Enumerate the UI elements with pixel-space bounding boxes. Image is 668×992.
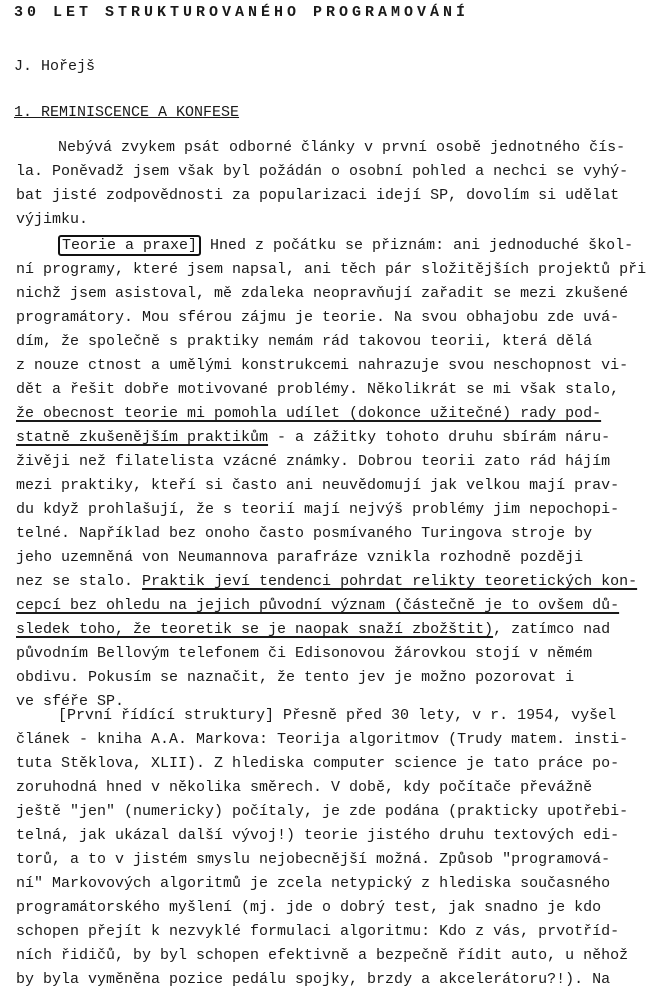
text-line: zoruhodná hned v několika směrech. V době, kdy počítače převážně: [16, 779, 593, 796]
underlined-passage: Praktik jeví tendenci pohrdat relikty teoretických kon-: [142, 573, 638, 590]
underlined-passage: statně zkušenějším praktikům: [16, 429, 269, 446]
text-line: dět a řešit dobře motivované problémy. Několikrát se mi však stalo,: [16, 381, 620, 398]
text-line: [16, 618, 664, 642]
text-line: výjimku.: [16, 211, 89, 228]
text-line: ních řidičů, by byl schopen efektivně a bezpečně řídit auto, u něhož: [16, 947, 629, 964]
text-line: [16, 594, 664, 618]
text-line: telná, jak ukázal další vývoj!) teorie jistého druhu textových edi-: [16, 827, 620, 844]
text-line: mezi praktiky, kteří si často ani neuvědomují jak velkou mají prav-: [16, 477, 620, 494]
paragraph-1: [16, 136, 664, 232]
text-line: [První řídící struktury] Přesně před 30 lety, v r. 1954, vyšel: [58, 707, 617, 724]
text-line: živěji než filatelista vzácné známky. Dobrou teorii zato rád hájím: [16, 453, 611, 470]
text-line: programátory. Mou sférou zájmu je teorie. Na svou obhajobu zde uvá-: [16, 309, 620, 326]
text-fragment: , zatímco nad: [493, 621, 611, 638]
text-line: původním Bellovým telefonem či Edisonovou žárovkou stojí v němém: [16, 645, 593, 662]
text-line: tuta Stěklova, XLII). Z hlediska computer science je tato práce po-: [16, 755, 620, 772]
underlined-passage: že obecnost teorie mi pomohla udílet (dokonce užitečné) rady pod-: [16, 405, 602, 422]
text-line: obdivu. Pokusím se naznačit, že tento jev je možno pozorovat i: [16, 669, 575, 686]
text-line: bat jisté zodpovědnosti za popularizaci idejí SP, dovolím si udělat: [16, 187, 620, 204]
text-line: [16, 570, 664, 594]
text-line: ní programy, které jsem napsal, ani těch pár složitějších projektů při: [16, 261, 647, 278]
text-line: nichž jsem asistoval, mě zdaleka neopravňují zařadit se mezi zkušené: [16, 285, 629, 302]
section-heading: 1. REMINISCENCE A KONFESE: [14, 104, 240, 121]
text-line: Nebývá zvykem psát odborné články v první osobě jednotného čís-: [58, 139, 626, 156]
text-line: jeho uzemněná von Neumannova parafráze vznikla rozhodně později: [16, 549, 584, 566]
paragraph-2: [16, 234, 664, 714]
text-line: telné. Například bez onoho často posmívaného Turingova stroje by: [16, 525, 593, 542]
document-title: 30 LET STRUKTUROVANÉHO PROGRAMOVÁNÍ: [14, 4, 470, 21]
text-line: by byla vyměněna pozice pedálu spojky, brzdy a akcelerátoru?!). Na: [16, 971, 611, 988]
text-line: ve sféře SP.: [16, 693, 125, 710]
underlined-passage: cepcí bez ohledu na jejich původní význam (částečně je to ovšem dů-: [16, 597, 620, 614]
text-line: programátorského myšlení (mj. jde o dobrý test, jak snadno je kdo: [16, 899, 602, 916]
paragraph-3: [16, 704, 664, 992]
text-line: dím, že společně s praktiky nemám rád takovou teorii, která dělá: [16, 333, 593, 350]
text-line: schopen přejít k nezvyklé formulaci algoritmu: Kdo z vás, prvotříd-: [16, 923, 620, 940]
text-line: du když prohlašují, že s teorií mají nejvýš problémy jim nepochopi-: [16, 501, 620, 518]
text-line: [16, 426, 664, 450]
text-fragment: nez se stalo.: [16, 573, 143, 590]
text-line: torů, a to v jistém smyslu nejobecnější možná. Způsob "programová-: [16, 851, 611, 868]
text-line: [16, 234, 664, 258]
text-fragment: Hned z počátku se přiznám: ani jednoduché škol-: [201, 237, 634, 254]
text-fragment: - a zážitky tohoto druhu sbírám náru-: [268, 429, 611, 446]
boxed-heading: Teorie a praxe]: [58, 235, 201, 256]
text-line: [16, 402, 664, 426]
text-line: la. Poněvadž jsem však byl požádán o osobní pohled a nechci se vyhý-: [16, 163, 629, 180]
author-name: J. Hořejš: [14, 58, 96, 75]
text-line: článek - kniha A.A. Markova: Teorija algoritmov (Trudy matem. insti-: [16, 731, 629, 748]
text-line: z nouze ctnost a umělými konstrukcemi nahrazuje svou neschopnost vi-: [16, 357, 629, 374]
text-line: ještě "jen" (numericky) počítaly, je zde podána (prakticky upotřebi-: [16, 803, 629, 820]
underlined-passage: sledek toho, že teoretik se je naopak snaží zbožštit): [16, 621, 494, 638]
text-line: ní" Markovových algoritmů je zcela netypický z hlediska současného: [16, 875, 611, 892]
